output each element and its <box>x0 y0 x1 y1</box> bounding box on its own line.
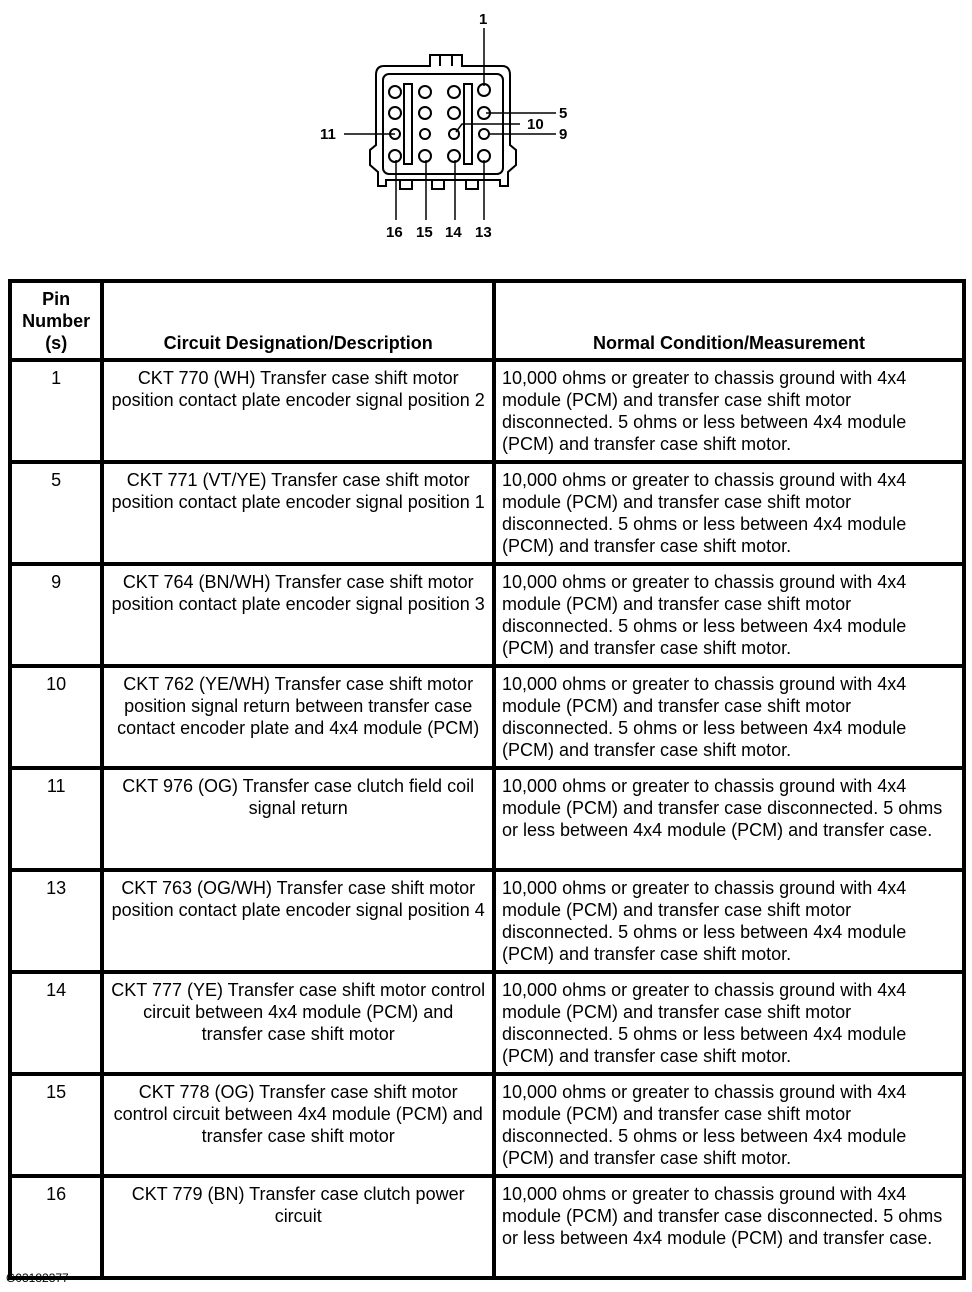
pin-label-14: 14 <box>445 224 462 241</box>
pin-number: 14 <box>10 972 102 1074</box>
circuit-description: CKT 778 (OG) Transfer case shift motor control circuit between 4x4 module (PCM) and transfer case shift motor <box>102 1074 494 1176</box>
pin-label-16: 16 <box>386 224 403 241</box>
pin-label-9: 9 <box>559 126 568 143</box>
table-row <box>10 972 964 1074</box>
connector-diagram <box>0 0 972 260</box>
circuit-description: CKT 770 (WH) Transfer case shift motor position contact plate encoder signal position 2 <box>102 360 494 462</box>
measurement: 10,000 ohms or greater to chassis ground with 4x4 module (PCM) and transfer case shift motor disconnected. 5 ohms or less between 4x4 module (PCM) and transfer case shift motor. <box>494 870 964 972</box>
circuit-description: CKT 764 (BN/WH) Transfer case shift motor position contact plate encoder signal position 3 <box>102 564 494 666</box>
pin-number: 15 <box>10 1074 102 1176</box>
circuit-description: CKT 777 (YE) Transfer case shift motor control circuit between 4x4 module (PCM) and transfer case shift motor <box>102 972 494 1074</box>
pin-label-11: 11 <box>320 126 336 143</box>
circuit-description: CKT 976 (OG) Transfer case clutch field coil signal return <box>102 768 494 870</box>
pin-number: 13 <box>10 870 102 972</box>
table-row <box>10 1074 964 1176</box>
header-pin-number: Pin Number (s) <box>10 281 102 360</box>
table-row <box>10 870 964 972</box>
header-circuit: Circuit Designation/Description <box>102 281 494 360</box>
table-row <box>10 666 964 768</box>
pin-table <box>8 279 966 1280</box>
table-row <box>10 462 964 564</box>
pin-number: 16 <box>10 1176 102 1278</box>
measurement: 10,000 ohms or greater to chassis ground with 4x4 module (PCM) and transfer case shift motor disconnected. 5 ohms or less between 4x4 module (PCM) and transfer case shift motor. <box>494 1074 964 1176</box>
header-measurement: Normal Condition/Measurement <box>494 281 964 360</box>
table-row <box>10 768 964 870</box>
table-row <box>10 360 964 462</box>
table-row <box>10 564 964 666</box>
circuit-description: CKT 779 (BN) Transfer case clutch power circuit <box>102 1176 494 1278</box>
measurement: 10,000 ohms or greater to chassis ground with 4x4 module (PCM) and transfer case shift motor disconnected. 5 ohms or less between 4x4 module (PCM) and transfer case shift motor. <box>494 564 964 666</box>
measurement: 10,000 ohms or greater to chassis ground with 4x4 module (PCM) and transfer case shift motor disconnected. 5 ohms or less between 4x4 module (PCM) and transfer case shift motor. <box>494 972 964 1074</box>
figure-id: G03182377 <box>6 1271 69 1285</box>
table-row <box>10 1176 964 1278</box>
pin-number: 9 <box>10 564 102 666</box>
pin-label-10: 10 <box>527 116 544 133</box>
measurement: 10,000 ohms or greater to chassis ground with 4x4 module (PCM) and transfer case shift motor disconnected. 5 ohms or less between 4x4 module (PCM) and transfer case shift motor. <box>494 360 964 462</box>
measurement: 10,000 ohms or greater to chassis ground with 4x4 module (PCM) and transfer case shift motor disconnected. 5 ohms or less between 4x4 module (PCM) and transfer case shift motor. <box>494 666 964 768</box>
pin-label-15: 15 <box>416 224 433 241</box>
measurement: 10,000 ohms or greater to chassis ground with 4x4 module (PCM) and transfer case disconnected. 5 ohms or less between 4x4 module (PCM) and transfer case. <box>494 768 964 870</box>
measurement: 10,000 ohms or greater to chassis ground with 4x4 module (PCM) and transfer case shift motor disconnected. 5 ohms or less between 4x4 module (PCM) and transfer case shift motor. <box>494 462 964 564</box>
pin-label-13: 13 <box>475 224 492 241</box>
header-row <box>10 281 964 360</box>
measurement: 10,000 ohms or greater to chassis ground with 4x4 module (PCM) and transfer case disconnected. 5 ohms or less between 4x4 module (PCM) and transfer case. <box>494 1176 964 1278</box>
pin-number: 5 <box>10 462 102 564</box>
pin-number: 11 <box>10 768 102 870</box>
pin-number: 10 <box>10 666 102 768</box>
circuit-description: CKT 762 (YE/WH) Transfer case shift motor position signal return between transfer case contact encoder plate and 4x4 module (PCM) <box>102 666 494 768</box>
pin-label-1: 1 <box>479 11 488 28</box>
pin-label-5: 5 <box>559 105 568 122</box>
pin-number: 1 <box>10 360 102 462</box>
circuit-description: CKT 771 (VT/YE) Transfer case shift motor position contact plate encoder signal position 1 <box>102 462 494 564</box>
circuit-description: CKT 763 (OG/WH) Transfer case shift motor position contact plate encoder signal position 4 <box>102 870 494 972</box>
